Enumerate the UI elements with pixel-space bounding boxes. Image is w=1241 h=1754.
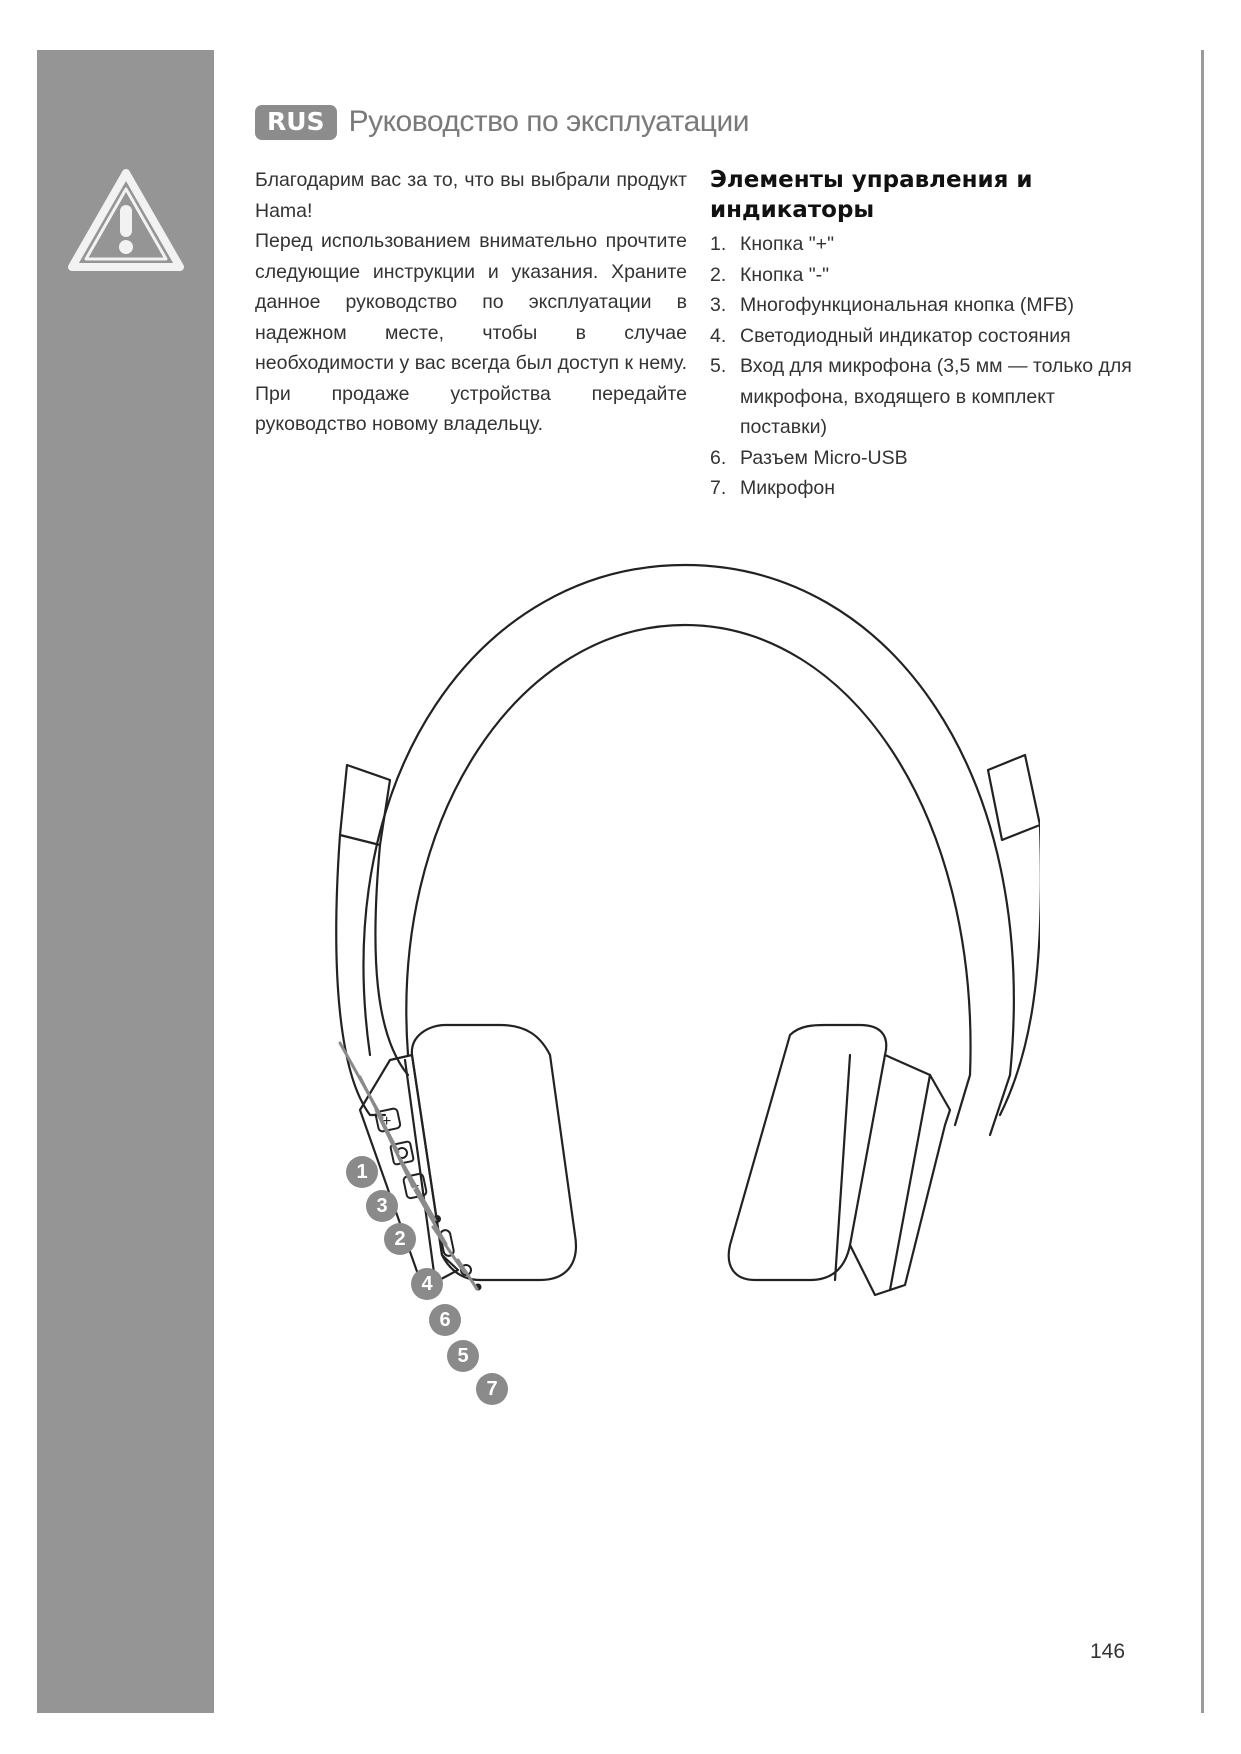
minus-glyph: − xyxy=(410,1178,420,1195)
item-number: 3. xyxy=(710,294,727,316)
page-title: Руководство по эксплуатации xyxy=(348,105,749,138)
plus-glyph: + xyxy=(382,1113,392,1130)
list-item xyxy=(710,260,1135,291)
right-margin-rule xyxy=(1201,50,1204,1713)
callout-1: 1 xyxy=(346,1156,378,1188)
item-text: Микрофон xyxy=(740,477,836,499)
side-bar xyxy=(37,50,214,1713)
list-item xyxy=(710,473,1135,504)
page-header xyxy=(255,102,749,142)
item-number: 2. xyxy=(710,263,727,286)
left-arm-inner xyxy=(375,845,408,1075)
controls-list xyxy=(710,229,1135,504)
list-item xyxy=(710,351,1135,443)
headband-outer xyxy=(364,565,1014,1135)
page-number: 146 xyxy=(1090,1640,1126,1663)
intro-text xyxy=(255,165,687,440)
item-text: Вход для микрофона (3,5 мм — только для микрофона, входящего в комплект поставки) xyxy=(740,355,1132,438)
item-number: 7. xyxy=(710,477,727,499)
callout-7: 7 xyxy=(476,1373,508,1405)
controls-section xyxy=(710,165,1135,504)
item-text: Кнопка "+" xyxy=(740,233,834,255)
callout-3: 3 xyxy=(366,1190,398,1222)
item-text: Кнопка "-" xyxy=(740,263,830,286)
item-number: 4. xyxy=(710,324,727,347)
intro-instructions: Перед использованием внимательно прочтите следующие инструкции и указания. Храните данное руководство по эксплуатации в надежном месте, чтобы в случае необходимости у вас всегда был доступ к нему. При продаже устройства передайте руководство новому владельцу. xyxy=(255,230,687,435)
item-number: 1. xyxy=(710,233,727,255)
left-earcup-pad xyxy=(412,1025,576,1280)
item-number: 5. xyxy=(710,355,727,377)
list-item xyxy=(710,229,1135,260)
intro-thanks: Благодарим вас за то, что вы выбрали продукт Hama! xyxy=(255,169,687,222)
callout-6: 6 xyxy=(429,1304,461,1336)
right-slider xyxy=(988,755,1040,840)
callout-5: 5 xyxy=(447,1340,479,1372)
right-arm xyxy=(1000,825,1040,1115)
item-number: 6. xyxy=(710,446,727,469)
callout-2: 2 xyxy=(384,1223,416,1255)
callout-4: 4 xyxy=(411,1268,443,1300)
item-text: Светодиодный индикатор состояния xyxy=(740,324,1071,347)
list-item xyxy=(710,321,1135,352)
right-earcup-body xyxy=(850,1055,950,1295)
controls-heading: Элементы управления и индикаторы xyxy=(710,167,1033,223)
list-item xyxy=(710,443,1135,474)
item-text: Многофункциональная кнопка (MFB) xyxy=(740,294,1074,316)
right-earcup-edge xyxy=(835,1055,850,1280)
left-slider xyxy=(340,765,390,845)
warning-triangle-icon xyxy=(66,167,186,275)
right-earcup-pad xyxy=(729,1025,887,1280)
list-item xyxy=(710,290,1135,321)
item-text: Разъем Micro-USB xyxy=(740,446,908,469)
language-badge: RUS xyxy=(255,105,337,140)
